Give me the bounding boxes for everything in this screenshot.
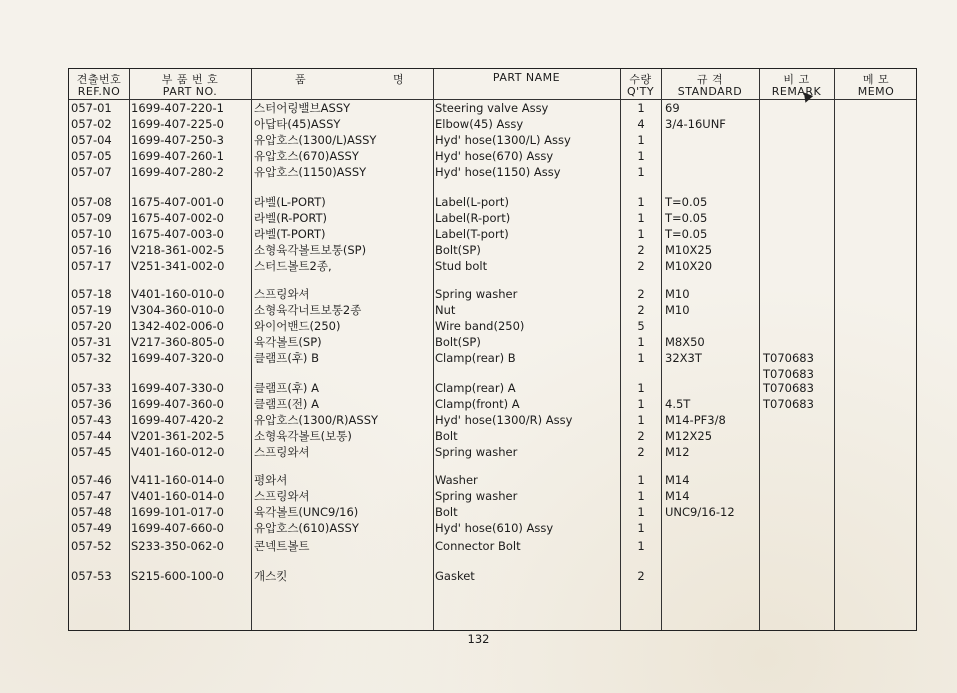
- cell-en: Washer: [435, 473, 478, 487]
- cell-ref: 057-32: [71, 351, 112, 365]
- cell-remark: T070683: [763, 381, 814, 395]
- cell-qty: 1: [637, 195, 645, 209]
- cell-en: Spring washer: [435, 489, 518, 503]
- cell-std: M14-PF3/8: [665, 413, 726, 427]
- cell-qty: 2: [637, 445, 645, 459]
- cell-en: Label(L-port): [435, 195, 509, 209]
- cell-part: 1675-407-003-0: [131, 227, 224, 241]
- cell-en: Wire band(250): [435, 319, 525, 333]
- cell-std: M14: [665, 473, 690, 487]
- header-standard-en: STANDARD: [677, 85, 743, 98]
- cell-kr: 육각볼트(UNC9/16): [254, 505, 359, 519]
- cell-ref: 057-10: [71, 227, 112, 241]
- cell-kr: 클램프(후) B: [254, 351, 319, 365]
- cell-en: Elbow(45) Assy: [435, 117, 524, 131]
- header-qty-kr: 수량: [629, 73, 652, 86]
- cell-qty: 2: [637, 303, 645, 317]
- cell-std: M10X25: [665, 243, 713, 257]
- cell-en: Clamp(rear) A: [435, 381, 516, 395]
- cell-part: V218-361-002-5: [131, 243, 225, 257]
- cell-kr: 평와셔: [254, 473, 288, 487]
- cell-kr: 스터어링밸브ASSY: [254, 101, 351, 115]
- cell-qty: 1: [637, 413, 645, 427]
- cell-ref: 057-19: [71, 303, 112, 317]
- cell-ref: 057-36: [71, 397, 112, 411]
- cell-kr: 스프링와셔: [254, 445, 310, 459]
- cell-part: 1699-407-250-3: [131, 133, 224, 147]
- cell-en: Bolt(SP): [435, 335, 481, 349]
- cell-en: Steering valve Assy: [435, 101, 549, 115]
- cell-std: T=0.05: [665, 211, 708, 225]
- cell-ref: 057-45: [71, 445, 112, 459]
- cell-kr: 스프링와셔: [254, 489, 310, 503]
- cell-en: Hyd' hose(1300/L) Assy: [435, 133, 571, 147]
- cell-ref: 057-43: [71, 413, 112, 427]
- cell-qty: 1: [637, 539, 645, 553]
- col-divider: [834, 69, 835, 630]
- cell-part: 1342-402-006-0: [131, 319, 224, 333]
- cell-kr: 유압호스(610)ASSY: [254, 521, 359, 535]
- cell-qty: 1: [637, 227, 645, 241]
- cell-qty: 1: [637, 473, 645, 487]
- cell-std: 32X3T: [665, 351, 702, 365]
- cell-part: S233-350-062-0: [131, 539, 224, 553]
- cell-qty: 2: [637, 287, 645, 301]
- cell-kr: 소형육각볼트(보통): [254, 429, 352, 443]
- cell-part: 1699-407-360-0: [131, 397, 224, 411]
- cell-kr: 유압호스(1150)ASSY: [254, 165, 367, 179]
- cell-qty: 1: [637, 133, 645, 147]
- cell-part: 1675-407-002-0: [131, 211, 224, 225]
- cell-part: 1699-407-420-2: [131, 413, 224, 427]
- cell-kr: 라벨(T-PORT): [254, 227, 326, 241]
- cell-qty: 1: [637, 351, 645, 365]
- cell-ref: 057-08: [71, 195, 112, 209]
- header-memo-kr: 메 모: [862, 73, 890, 86]
- cell-part: V217-360-805-0: [131, 335, 225, 349]
- header-memo-en: MEMO: [857, 85, 895, 98]
- cell-ref: 057-07: [71, 165, 112, 179]
- cell-part: V251-341-002-0: [131, 259, 225, 273]
- cell-std: 4.5T: [665, 397, 691, 411]
- cell-std: 3/4-16UNF: [665, 117, 726, 131]
- header-part-no-en: PART NO.: [162, 85, 218, 98]
- cell-qty: 1: [637, 149, 645, 163]
- cell-part: S215-600-100-0: [131, 569, 224, 583]
- cell-std: M12X25: [665, 429, 713, 443]
- cell-kr: 와이어밴드(250): [254, 319, 341, 333]
- cell-en: Clamp(rear) B: [435, 351, 516, 365]
- col-divider: [129, 69, 130, 630]
- cell-ref: 057-47: [71, 489, 112, 503]
- cell-part: 1699-407-330-0: [131, 381, 224, 395]
- cell-part: V401-160-014-0: [131, 489, 225, 503]
- cell-part: 1675-407-001-0: [131, 195, 224, 209]
- cell-ref: 057-02: [71, 117, 112, 131]
- cell-part: 1699-101-017-0: [131, 505, 224, 519]
- cell-en: Label(R-port): [435, 211, 511, 225]
- cell-en: Hyd' hose(670) Assy: [435, 149, 554, 163]
- cell-qty: 1: [637, 101, 645, 115]
- cell-ref: 057-31: [71, 335, 112, 349]
- cell-qty: 1: [637, 489, 645, 503]
- cell-std: UNC9/16-12: [665, 505, 735, 519]
- cell-ref: 057-09: [71, 211, 112, 225]
- cell-part: 1699-407-260-1: [131, 149, 224, 163]
- header-remark-kr: 비 고: [783, 73, 810, 86]
- cell-qty: 2: [637, 429, 645, 443]
- cell-en: Bolt(SP): [435, 243, 481, 257]
- cell-kr: 소형육각볼트보통(SP): [254, 243, 367, 257]
- page-number: 132: [467, 632, 490, 646]
- cell-ref: 057-01: [71, 101, 112, 115]
- cell-en: Bolt: [435, 429, 458, 443]
- cell-std: M10: [665, 287, 690, 301]
- header-divider: [69, 99, 916, 100]
- cell-kr: 라벨(L-PORT): [254, 195, 326, 209]
- cell-ref: 057-18: [71, 287, 112, 301]
- cell-part: 1699-407-280-2: [131, 165, 224, 179]
- cell-ref: 057-52: [71, 539, 112, 553]
- cell-en: Connector Bolt: [435, 539, 521, 553]
- cell-ref: 057-33: [71, 381, 112, 395]
- col-divider: [251, 69, 252, 630]
- cell-ref: 057-05: [71, 149, 112, 163]
- cell-kr: 소형육각너트보통2종: [254, 303, 362, 317]
- cell-en: Stud bolt: [435, 259, 488, 273]
- header-ref-kr: 견출번호: [76, 73, 122, 86]
- cell-qty: 1: [637, 165, 645, 179]
- cell-kr: 스프링와셔: [254, 287, 310, 301]
- cell-en: Hyd' hose(610) Assy: [435, 521, 554, 535]
- cell-kr: 유압호스(670)ASSY: [254, 149, 359, 163]
- cell-en: Nut: [435, 303, 456, 317]
- cell-part: V201-361-202-5: [131, 429, 225, 443]
- header-name-kr-1: 품: [295, 73, 307, 86]
- cell-kr: 스터드볼트2종,: [254, 259, 332, 273]
- cell-std: M10: [665, 303, 690, 317]
- cell-qty: 1: [637, 381, 645, 395]
- col-divider: [433, 69, 434, 630]
- cell-ref: 057-49: [71, 521, 112, 535]
- cell-kr: 육각볼트(SP): [254, 335, 322, 349]
- cell-en: Spring washer: [435, 287, 518, 301]
- cell-part: 1699-407-220-1: [131, 101, 224, 115]
- cell-qty: 5: [637, 319, 645, 333]
- cell-std: T=0.05: [665, 195, 708, 209]
- cell-en: Bolt: [435, 505, 458, 519]
- cell-en: Spring washer: [435, 445, 518, 459]
- cell-en: Clamp(front) A: [435, 397, 520, 411]
- cell-part: V401-160-010-0: [131, 287, 225, 301]
- cell-ref: 057-46: [71, 473, 112, 487]
- cell-qty: 1: [637, 211, 645, 225]
- cell-std: M14: [665, 489, 690, 503]
- cell-kr: 클램프(전) A: [254, 397, 319, 411]
- header-name-kr-2: 명: [393, 73, 405, 86]
- cell-ref: 057-48: [71, 505, 112, 519]
- cell-std: M8X50: [665, 335, 705, 349]
- cell-kr: 라벨(R-PORT): [254, 211, 328, 225]
- header-remark-en: REMARK: [771, 85, 822, 98]
- cell-qty: 1: [637, 397, 645, 411]
- cell-en: Gasket: [435, 569, 475, 583]
- cell-kr: 콘넥트볼트: [254, 539, 310, 553]
- cell-en: Hyd' hose(1150) Assy: [435, 165, 561, 179]
- cell-part: V411-160-014-0: [131, 473, 225, 487]
- cell-remark: T070683: [763, 367, 814, 381]
- cell-qty: 1: [637, 505, 645, 519]
- cell-ref: 057-44: [71, 429, 112, 443]
- cell-kr: 유압호스(1300/L)ASSY: [254, 133, 377, 147]
- cell-en: Hyd' hose(1300/R) Assy: [435, 413, 573, 427]
- cell-qty: 1: [637, 335, 645, 349]
- cell-std: T=0.05: [665, 227, 708, 241]
- header-standard-kr: 규 격: [696, 73, 724, 86]
- cell-part: V304-360-010-0: [131, 303, 225, 317]
- cell-part: V401-160-012-0: [131, 445, 225, 459]
- cell-std: M12: [665, 445, 690, 459]
- cell-qty: 2: [637, 259, 645, 273]
- cell-qty: 2: [637, 569, 645, 583]
- cell-kr: 유압호스(1300/R)ASSY: [254, 413, 379, 427]
- header-ref-en: REF.NO: [77, 85, 121, 98]
- cell-remark: T070683: [763, 397, 814, 411]
- cell-ref: 057-16: [71, 243, 112, 257]
- cell-kr: 개스킷: [254, 569, 288, 583]
- cell-qty: 4: [637, 117, 645, 131]
- header-part-name-en: PART NAME: [492, 71, 561, 84]
- cell-qty: 2: [637, 243, 645, 257]
- cell-remark: T070683: [763, 351, 814, 365]
- parts-table: [68, 68, 917, 631]
- col-divider: [759, 69, 760, 630]
- cell-kr: 클램프(후) A: [254, 381, 319, 395]
- cell-ref: 057-04: [71, 133, 112, 147]
- cell-part: 1699-407-660-0: [131, 521, 224, 535]
- cell-ref: 057-17: [71, 259, 112, 273]
- header-part-no-kr: 부 품 번 호: [161, 73, 219, 86]
- cell-qty: 1: [637, 521, 645, 535]
- cell-std: 69: [665, 101, 680, 115]
- cell-part: 1699-407-320-0: [131, 351, 224, 365]
- cell-ref: 057-53: [71, 569, 112, 583]
- cell-en: Label(T-port): [435, 227, 509, 241]
- cell-ref: 057-20: [71, 319, 112, 333]
- cell-kr: 아답타(45)ASSY: [254, 117, 341, 131]
- header-qty-en: Q'TY: [626, 85, 655, 98]
- cell-std: M10X20: [665, 259, 713, 273]
- cell-part: 1699-407-225-0: [131, 117, 224, 131]
